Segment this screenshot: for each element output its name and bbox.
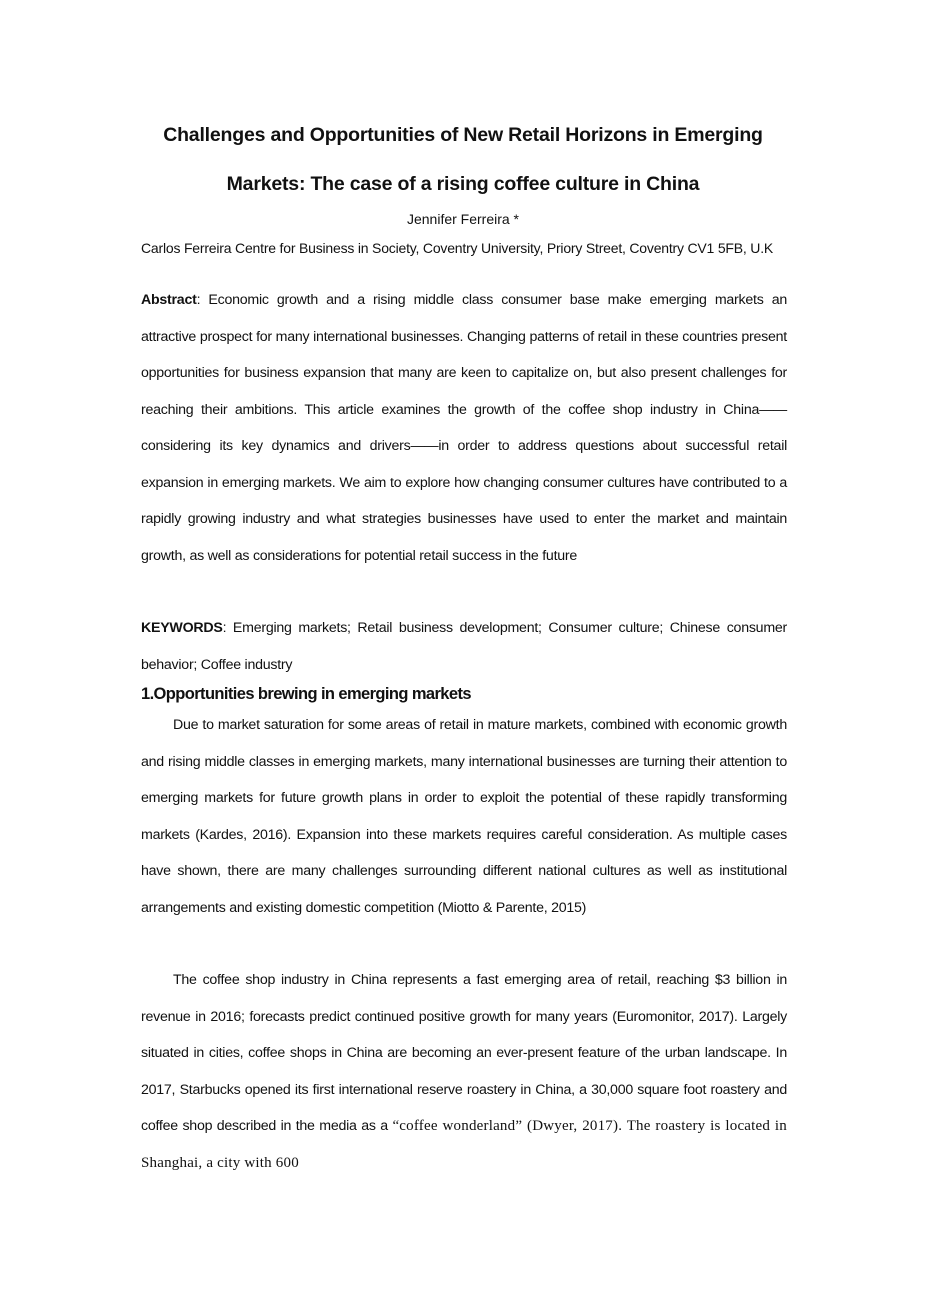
body-paragraph-2 [141, 962, 787, 1181]
author-name: Jennifer Ferreira * [406, 211, 520, 227]
body-paragraph-2-tail: “coffee wonderland” (Dwyer, 2017). The roastery is located in Shanghai, a city with 600 [141, 1118, 787, 1171]
keywords-text: : Emerging markets; Retail business development; Consumer culture; Chinese consumer behavior; Coffee industry [141, 620, 787, 673]
abstract-label: Abstract [141, 292, 197, 308]
abstract-text: : Economic growth and a rising middle class consumer base make emerging markets an attractive prospect for many international businesses. Changing patterns of retail in these countries present opportunities for business expansion that many are keen to capitalize on, but also present challenges for reaching their ambitions. This article examines the growth of the coffee shop industry in China——considering its key dynamics and drivers——in order to address questions about successful retail expansion in emerging markets. We aim to explore how changing consumer cultures have contributed to a rapidly growing industry and what strategies businesses have used to enter the market and maintain growth, as well as considerations for potential retail success in the future [141, 292, 787, 564]
paper-title-line-1: Challenges and Opportunities of New Retail Horizons in Emerging [163, 124, 763, 146]
body-paragraph-2-text: The coffee shop industry in China represents a fast emerging area of retail, reaching $3 billion in revenue in 2016; forecasts predict continued positive growth for many years (Euromonitor, 2017). Largely situated in cities, coffee shops in China are becoming an ever-present feature of the urban landscape. In 2017, Starbucks opened its first international reserve roastery in China, a 30,000 square foot roastery and coffee shop described in the media as a [141, 972, 787, 1134]
author-affiliation: Carlos Ferreira Centre for Business in Society, Coventry University, Priory Street, Coventry CV1 5FB, U.K [141, 240, 774, 256]
keywords-label: KEYWORDS [141, 620, 223, 636]
abstract [141, 282, 787, 574]
body-paragraph-1: Due to market saturation for some areas of retail in mature markets, combined with economic growth and rising middle classes in emerging markets, many international businesses are turning their attention to emerging markets for future growth plans in order to exploit the potential of these rapidly transforming markets (Kardes, 2016). Expansion into these markets requires careful consideration. As multiple cases have shown, there are many challenges surrounding different national cultures as well as institutional arrangements and existing domestic competition (Miotto & Parente, 2015) [141, 717, 787, 916]
paper-title-line-2: Markets: The case of a rising coffee culture in China [226, 173, 700, 195]
section-heading: 1.Opportunities brewing in emerging markets [141, 685, 471, 703]
keywords [141, 610, 787, 683]
